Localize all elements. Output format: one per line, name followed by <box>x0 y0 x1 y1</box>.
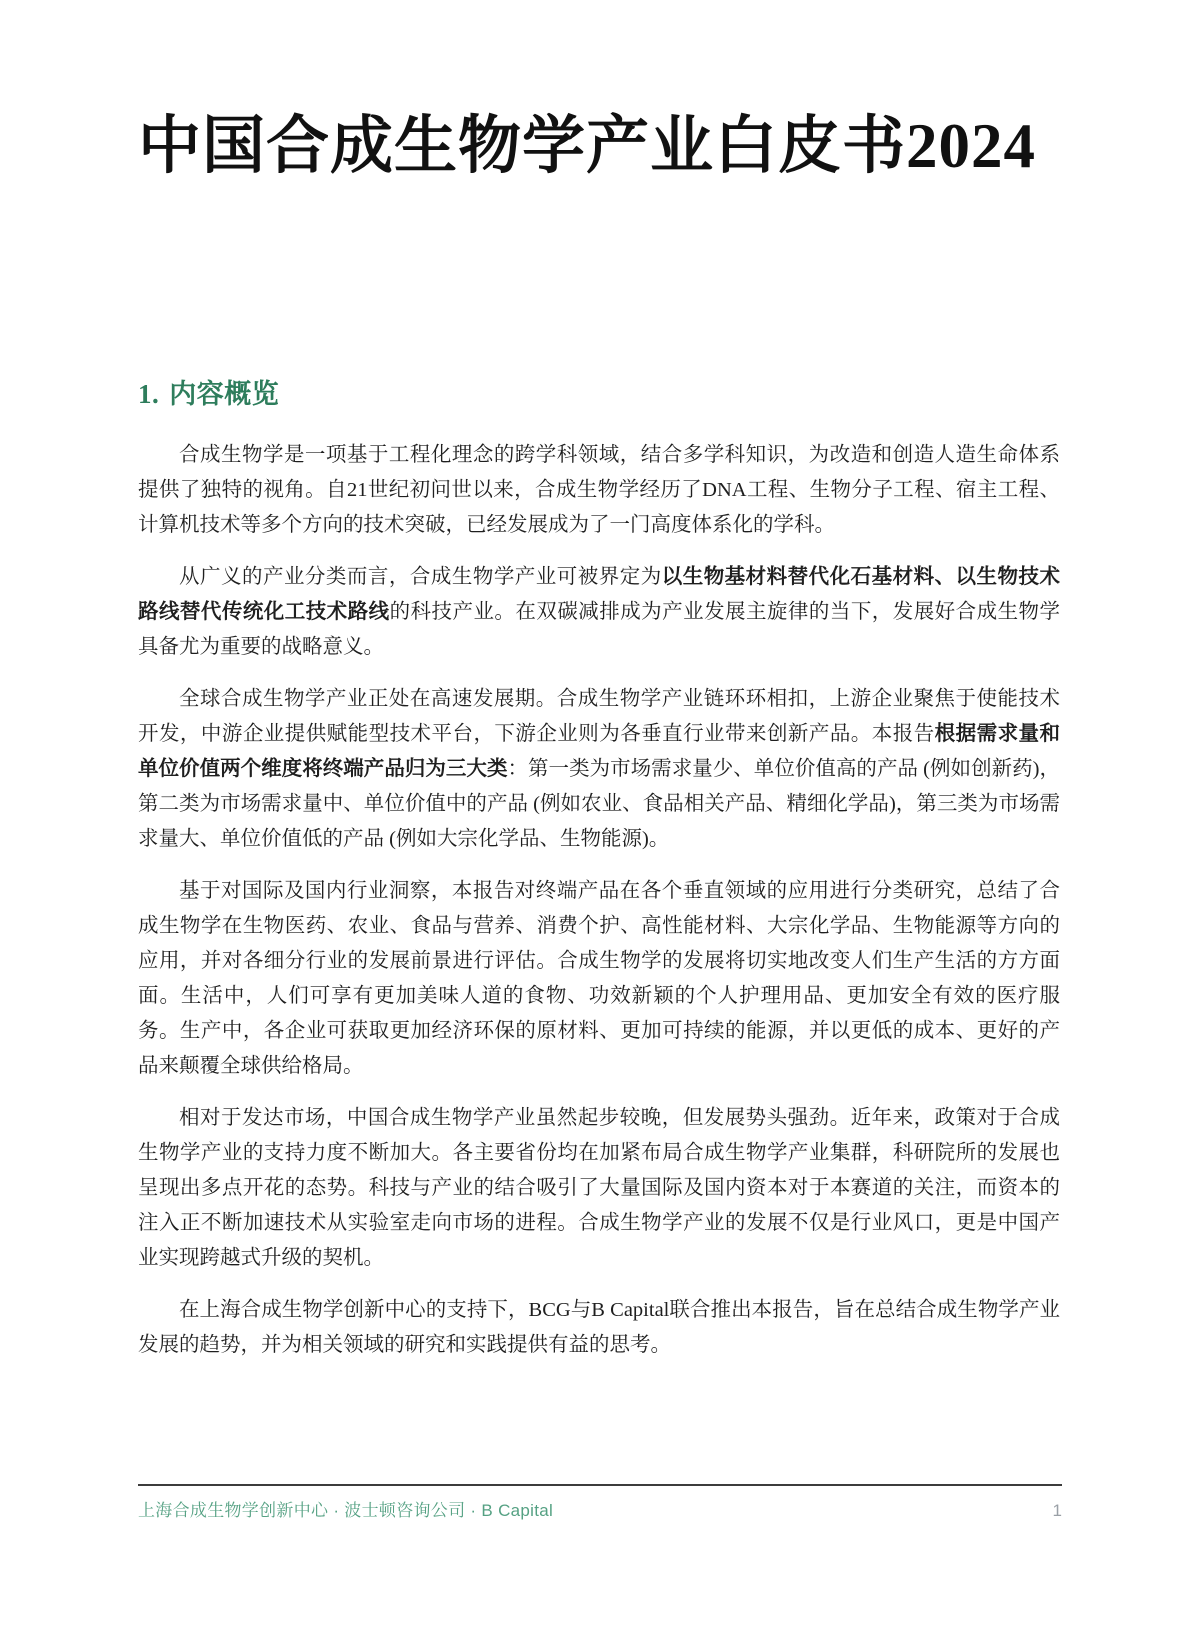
paragraph-segment: 基于对国际及国内行业洞察，本报告对终端产品在各个垂直领域的应用进行分类研究，总结了合成生物学在生物医药、农业、食品与营养、消费个护、高性能材料、大宗化学品、生物能源等方向的应用，并对各细分行业的发展前景进行评估。合成生物学的发展将切实地改变人们生产生活的方方面面。生活中，人们可享有更加美味人道的食物、功效新颖的个人护理用品、更加安全有效的医疗服务。生产中，各企业可获取更加经济环保的原材料、更加可持续的能源，并以更低的成本、更好的产品来颠覆全球供给格局。 <box>138 880 1060 1078</box>
section-number: 1. <box>138 379 160 410</box>
paragraph-bold-segment: 根据需求量和单位价值两个维度将终端产品归为三大类 <box>138 723 1060 781</box>
paragraph <box>138 682 1060 857</box>
paragraph-segment: 在上海合成生物学创新中心的支持下，BCG与B Capital联合推出本报告，旨在总结合成生物学产业发展的趋势，并为相关领域的研究和实践提供有益的思考。 <box>138 1299 1060 1357</box>
paragraph-segment: 合成生物学是一项基于工程化理念的跨学科领域，结合多学科知识，为改造和创造人造生命体系提供了独特的视角。自21世纪初问世以来，合成生物学经历了DNA工程、生物分子工程、宿主工程、计算机技术等多个方向的技术突破，已经发展成为了一门高度体系化的学科。 <box>138 444 1060 537</box>
paragraph <box>138 1293 1060 1363</box>
footer-text: 上海合成生物学创新中心 · 波士顿咨询公司 · B Capital <box>138 1501 554 1520</box>
paragraph-segment: 的科技产业。在双碳减排成为产业发展主旋律的当下，发展好合成生物学具备尤为重要的战略意义。 <box>138 601 1061 659</box>
paragraph-segment: 相对于发达市场，中国合成生物学产业虽然起步较晚，但发展势头强劲。近年来，政策对于合成生物学产业的支持力度不断加大。各主要省份均在加紧布局合成生物学产业集群，科研院所的发展也呈现出多点开花的态势。科技与产业的结合吸引了大量国际及国内资本对于本赛道的关注，而资本的注入正不断加速技术从实验室走向市场的进程。合成生物学产业的发展不仅是行业风口，更是中国产业实现跨越式升级的契机。 <box>138 1107 1060 1270</box>
paragraph-segment: 从广义的产业分类而言，合成生物学产业可被界定为 <box>179 566 662 589</box>
page-number: 1 <box>1052 1501 1062 1520</box>
footer-divider <box>138 1484 1062 1486</box>
paragraph-segment: 全球合成生物学产业正处在高速发展期。合成生物学产业链环环相扣，上游企业聚焦于使能技术开发，中游企业提供赋能型技术平台，下游企业则为各垂直行业带来创新产品。本报告 <box>138 688 1060 746</box>
footer-row <box>138 1496 1062 1521</box>
section-title: 内容概览 <box>169 379 280 410</box>
page-title: 中国合成生物学产业白皮书2024 <box>138 111 1036 181</box>
paragraph <box>138 1101 1060 1276</box>
page-footer <box>138 1484 1062 1521</box>
paragraph <box>138 874 1060 1084</box>
paragraph <box>138 438 1060 543</box>
body-paragraphs <box>138 438 1060 1363</box>
paragraph <box>138 560 1060 665</box>
paragraph-bold-segment: 以生物基材料替代化石基材料、以生物技术路线替代传统化工技术路线 <box>138 566 1060 624</box>
section-heading <box>138 372 1060 411</box>
paragraph-segment: ：第一类为市场需求量少、单位价值高的产品 (例如创新药)，第二类为市场需求量中、单位价值中的产品 (例如农业、食品相关产品、精细化学品)，第三类为市场需求量大、单位价值低的产品 (例如大宗化学品、生物能源)。 <box>138 758 1061 851</box>
